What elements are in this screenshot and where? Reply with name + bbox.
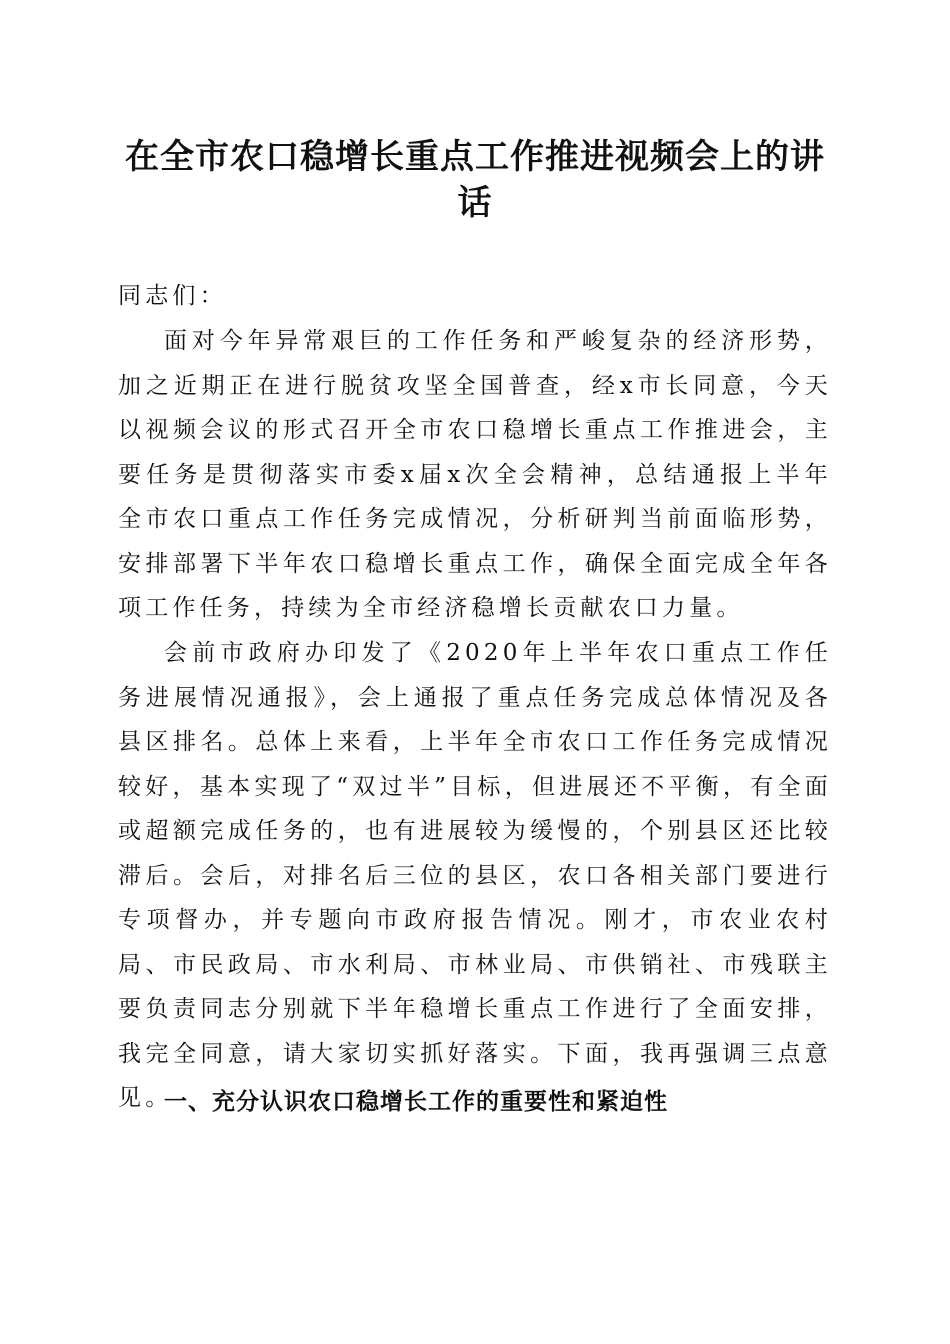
paragraph-1: 面对今年异常艰巨的工作任务和严峻复杂的经济形势，加之近期正在进行脱贫攻坚全国普查，经x市长同意，今天以视频会议的形式召开全市农口稳增长重点工作推进会，主要任务是贯彻落实市委x届x次全会精神，总结通报上半年全市农口重点工作任务完成情况，分析研判当前面临形势，安排部署下半年农口稳增长重点工作，确保全面完成全年各项工作任务，持续为全市经济稳增长贡献农口力量。 bbox=[118, 328, 832, 621]
paragraph-2: 会前市政府办印发了《2020年上半年农口重点工作任务进展情况通报》，会上通报了重点任务完成总体情况及各县区排名。总体上来看，上半年全市农口工作任务完成情况较好，基本实现了“双过半”目标，但进展还不平衡，有全面或超额完成任务的，也有进展较为缓慢的，个别县区还比较滞后。会后，对排名后三位的县区，农口各相关部门要进行专项督办，并专题向市政府报告情况。刚才，市农业农村局、市民政局、市水利局、市林业局、市供销社、市残联主要负责同志分别就下半年稳增长重点工作进行了全面安排，我完全同意，请大家切实抓好落实。下面，我再强调三点意见。 bbox=[118, 640, 832, 1111]
section-heading: 一、充分认识农口稳增长工作的重要性和紧迫性 bbox=[164, 1089, 668, 1115]
greeting: 同志们： bbox=[118, 283, 227, 309]
document-title: 在全市农口稳增长重点工作推进视频会上的讲话 bbox=[125, 137, 825, 223]
